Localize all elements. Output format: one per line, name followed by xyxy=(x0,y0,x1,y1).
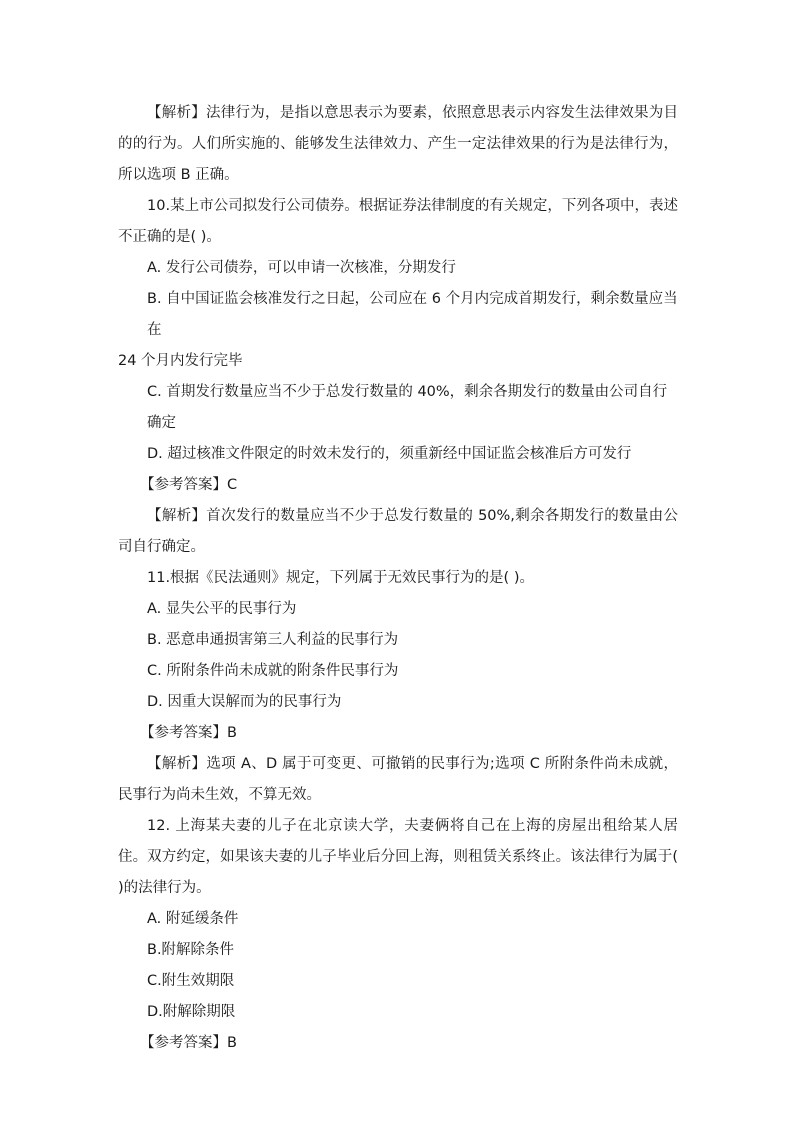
analysis-paragraph: 【解析】法律行为，是指以意思表示为要素，依照意思表示内容发生法律效果为目的的行为。人们所实施的、能够发生法律效力、产生一定法律效果的行为是法律行为，所以选项 B 正确。 xyxy=(118,105,678,183)
question-10: 10.某上市公司拟发行公司债券。根据证券法律制度的有关规定，下列各项中，表述不正确的是( )。 xyxy=(118,198,678,245)
option-d: D. 因重大误解而为的民事行为 xyxy=(147,694,342,710)
option-a: A. 显失公平的民事行为 xyxy=(147,601,297,617)
question-11: 11.根据《民法通则》规定，下列属于无效民事行为的是( )。 xyxy=(147,570,534,586)
option-b: B.附解除条件 xyxy=(147,942,235,958)
question-12: 12. 上海某夫妻的儿子在北京读大学，夫妻俩将自己在上海的房屋出租给某人居 住。双方约定，如果该夫妻的儿子毕业后分回上海，则租赁关系终止。该法律行为属于( )的法律行为。 xyxy=(118,818,678,896)
option-c: C. 所附条件尚未成就的附条件民事行为 xyxy=(147,663,399,679)
option-b: B. 自中国证监会核准发行之日起，公司应在 6 个月内完成首期发行，剩余数量应当在 xyxy=(147,291,678,338)
reference-answer: 【参考答案】B xyxy=(140,1035,237,1051)
option-b: B. 恶意串通损害第三人利益的民事行为 xyxy=(147,632,399,648)
document-body xyxy=(118,98,678,1059)
analysis-paragraph: 【解析】选项 A、D 属于可变更、可撤销的民事行为;选项 C 所附条件尚未成就， 民事行为尚未生效，不算无效。 xyxy=(118,756,678,803)
option-a: A. 附延缓条件 xyxy=(147,911,239,927)
option-d: D. 超过核准文件限定的时效未发行的，须重新经中国证监会核准后方可发行 xyxy=(147,446,632,462)
option-a: A. 发行公司债券，可以申请一次核准，分期发行 xyxy=(147,260,456,276)
option-d: D.附解除期限 xyxy=(147,1004,236,1020)
option-c: C.附生效期限 xyxy=(147,973,235,989)
option-c: C. 首期发行数量应当不少于总发行数量的 40%，剩余各期发行的数量由公司自行确定 xyxy=(147,384,668,431)
reference-answer: 【参考答案】B xyxy=(140,725,237,741)
option-b-continuation: 24 个月内发行完毕 xyxy=(118,353,243,369)
reference-answer: 【参考答案】C xyxy=(140,477,238,493)
analysis-paragraph: 【解析】首次发行的数量应当不少于总发行数量的 50%,剩余各期发行的数量由公司自行确定。 xyxy=(118,508,678,555)
